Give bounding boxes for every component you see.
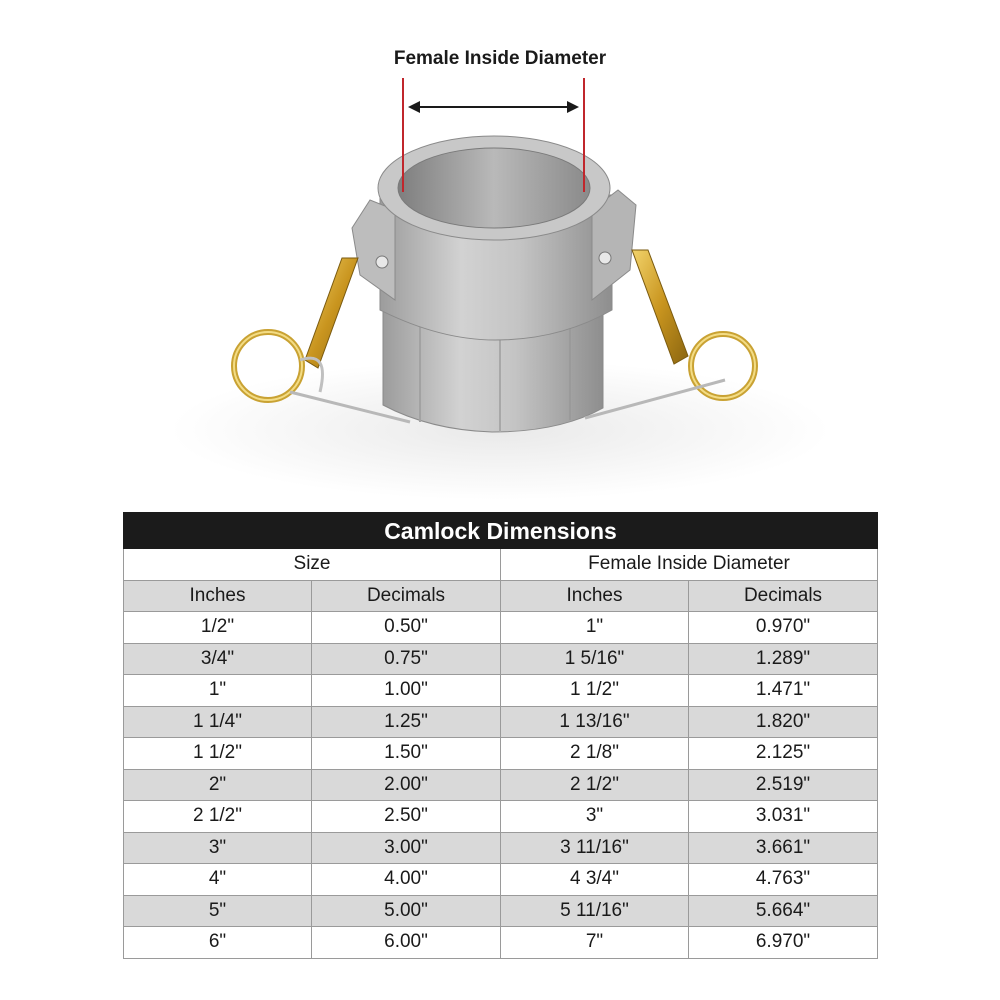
column-header: Decimals xyxy=(312,580,501,612)
table-row xyxy=(124,612,878,644)
table-cell: 5" xyxy=(124,895,312,927)
table-cell: 1 13/16" xyxy=(501,706,689,738)
table-cell: 0.75" xyxy=(312,643,501,675)
arrow-right-head-icon xyxy=(567,101,579,113)
table-row xyxy=(124,769,878,801)
table-cell: 1/2" xyxy=(124,612,312,644)
table-cell: 2.125" xyxy=(689,738,878,770)
table-cell: 3" xyxy=(124,832,312,864)
table-cell: 6.00" xyxy=(312,927,501,959)
table-cell: 1 1/4" xyxy=(124,706,312,738)
table-cell: 2.50" xyxy=(312,801,501,833)
table-cell: 2.519" xyxy=(689,769,878,801)
table-cell: 6.970" xyxy=(689,927,878,959)
right-pin-icon xyxy=(599,252,611,264)
table-cell: 3 11/16" xyxy=(501,832,689,864)
table-row xyxy=(124,895,878,927)
table-row xyxy=(124,738,878,770)
table-cell: 0.970" xyxy=(689,612,878,644)
sub-header-row xyxy=(124,580,878,612)
table-cell: 7" xyxy=(501,927,689,959)
table-cell: 5 11/16" xyxy=(501,895,689,927)
size-group-header: Size xyxy=(124,549,501,581)
column-header: Inches xyxy=(501,580,689,612)
table-cell: 2 1/2" xyxy=(124,801,312,833)
left-ear xyxy=(352,200,395,300)
table-cell: 4 3/4" xyxy=(501,864,689,896)
table-cell: 1 1/2" xyxy=(501,675,689,707)
table-cell: 1.471" xyxy=(689,675,878,707)
table-cell: 2" xyxy=(124,769,312,801)
table-cell: 1.25" xyxy=(312,706,501,738)
table-row xyxy=(124,675,878,707)
table-cell: 1 1/2" xyxy=(124,738,312,770)
table-cell: 1.00" xyxy=(312,675,501,707)
table-row xyxy=(124,643,878,675)
table-cell: 3.661" xyxy=(689,832,878,864)
table-row xyxy=(124,801,878,833)
column-header: Decimals xyxy=(689,580,878,612)
table-cell: 1" xyxy=(501,612,689,644)
table-cell: 5.664" xyxy=(689,895,878,927)
diameter-group-header: Female Inside Diameter xyxy=(501,549,878,581)
arrow-left-head-icon xyxy=(408,101,420,113)
female-inside-diameter-label: Female Inside Diameter xyxy=(393,48,607,69)
table-row xyxy=(124,864,878,896)
table-cell: 1.289" xyxy=(689,643,878,675)
right-cam-arm xyxy=(632,250,688,364)
table-title-row xyxy=(124,513,878,549)
table-cell: 6" xyxy=(124,927,312,959)
table-cell: 5.00" xyxy=(312,895,501,927)
table-cell: 2.00" xyxy=(312,769,501,801)
camlock-dimensions-table xyxy=(123,512,878,959)
left-cam-arm xyxy=(305,258,358,368)
table-cell: 4.763" xyxy=(689,864,878,896)
table-cell: 0.50" xyxy=(312,612,501,644)
column-header: Inches xyxy=(124,580,312,612)
left-pin-icon xyxy=(376,256,388,268)
table-cell: 3/4" xyxy=(124,643,312,675)
table-title: Camlock Dimensions xyxy=(124,513,878,549)
table-cell: 3.00" xyxy=(312,832,501,864)
table-cell: 2 1/8" xyxy=(501,738,689,770)
table-cell: 3" xyxy=(501,801,689,833)
table-cell: 2 1/2" xyxy=(501,769,689,801)
table-row xyxy=(124,706,878,738)
table-row xyxy=(124,832,878,864)
table-cell: 1 5/16" xyxy=(501,643,689,675)
group-header-row xyxy=(124,549,878,581)
table-cell: 1" xyxy=(124,675,312,707)
table-row xyxy=(124,927,878,959)
table-cell: 4" xyxy=(124,864,312,896)
bore-opening xyxy=(398,148,590,228)
table-cell: 1.820" xyxy=(689,706,878,738)
table-cell: 4.00" xyxy=(312,864,501,896)
table-cell: 1.50" xyxy=(312,738,501,770)
table-cell: 3.031" xyxy=(689,801,878,833)
